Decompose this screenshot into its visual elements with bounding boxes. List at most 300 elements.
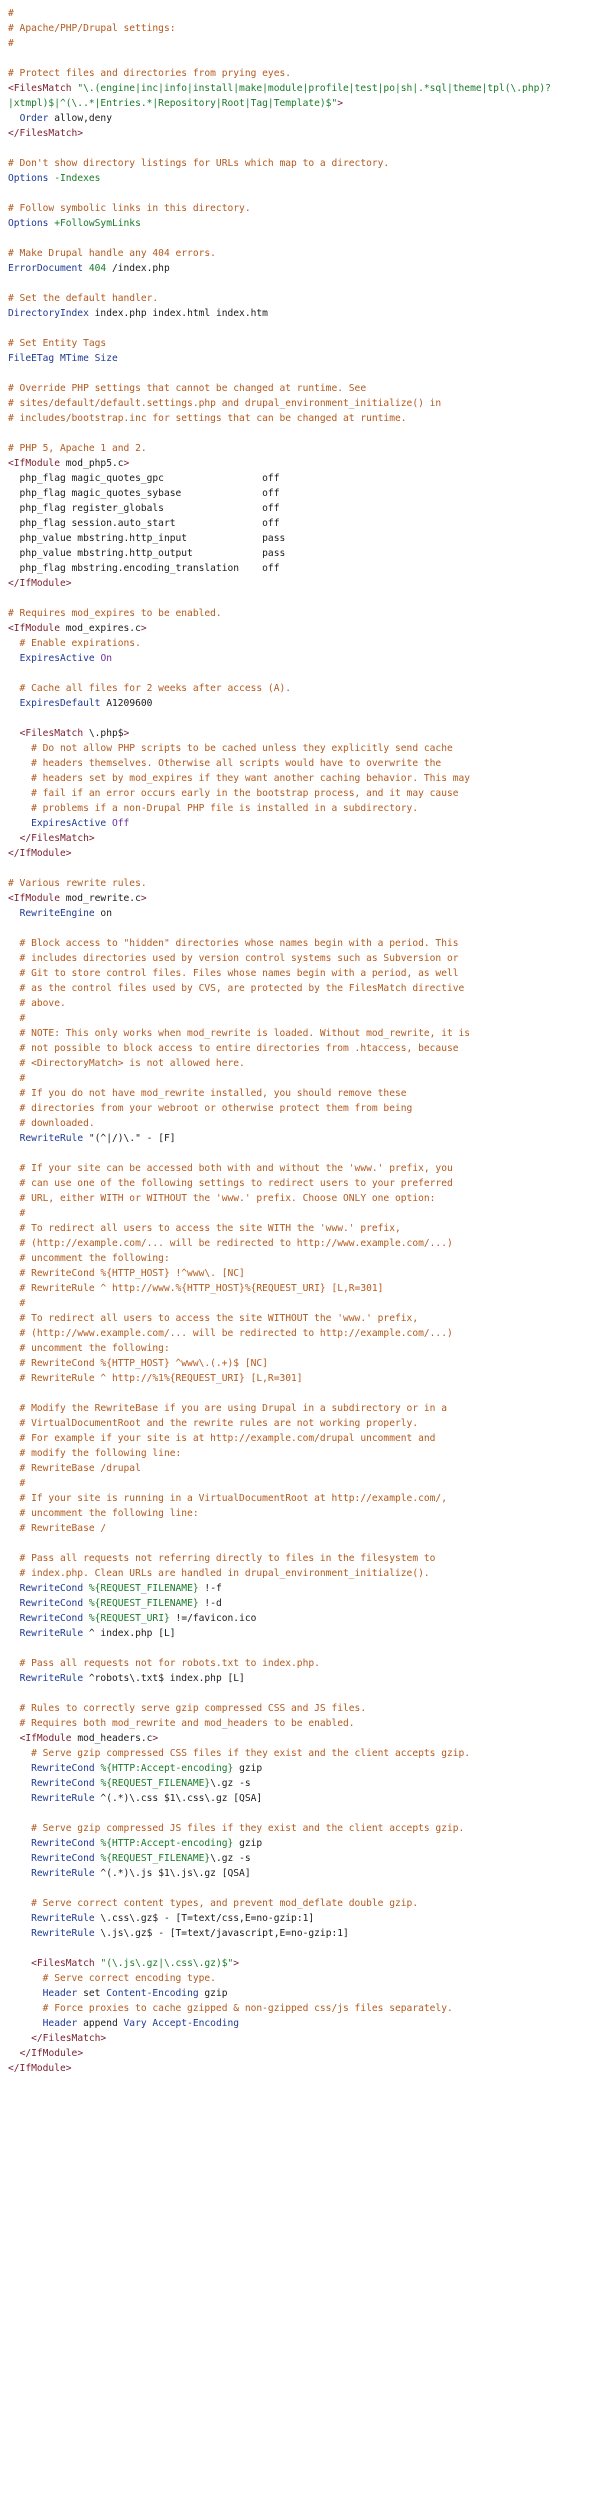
code-line (8, 1701, 592, 1716)
blank-line (8, 276, 592, 291)
text-token (8, 1628, 20, 1639)
code-line (8, 1176, 592, 1191)
text-token: ^robots\.txt$ index.php [L] (83, 1673, 245, 1684)
text-token: \.php$ (83, 728, 124, 739)
code-line (8, 1056, 592, 1071)
comment-token: # headers themselves. Otherwise all scripts would have to overwrite the (8, 758, 442, 769)
code-line (8, 1911, 592, 1926)
code-line (8, 1761, 592, 1776)
code-line (8, 1251, 592, 1266)
comment-token: # includes directories used by version control systems such as Subversion or (8, 953, 459, 964)
text-token: gzip (233, 1763, 263, 1774)
code-line (8, 936, 592, 951)
comment-token: # Protect files and directories from prying eyes. (8, 68, 292, 79)
text-token: A1209600 (100, 698, 153, 709)
code-line (8, 1086, 592, 1101)
comment-token: # To redirect all users to access the site WITHOUT the 'www.' prefix, (8, 1313, 419, 1324)
code-line (8, 96, 592, 111)
code-line (8, 1986, 592, 2001)
text-token (8, 1838, 31, 1849)
blank-line (8, 1641, 592, 1656)
blank-line (8, 366, 592, 381)
code-line (8, 1581, 592, 1596)
tag-token: </FilesMatch> (8, 128, 84, 139)
text-token (8, 1778, 31, 1789)
comment-token: # not possible to block access to entire directories from .htaccess, because (8, 1043, 459, 1054)
comment-token: # Force proxies to cache gzipped & non-gzipped css/js files separately. (8, 2003, 453, 2014)
code-line (8, 1791, 592, 1806)
text-token: allow,deny (48, 113, 112, 124)
tag-token: > (152, 1733, 159, 1744)
blank-line (8, 711, 592, 726)
text-token (8, 1733, 20, 1744)
text-token (8, 728, 20, 739)
comment-token: # index.php. Clean URLs are handled in drupal_environment_initialize(). (8, 1568, 430, 1579)
comment-token: # can use one of the following settings to redirect users to your preferred (8, 1178, 453, 1189)
directive-token: FileETag (8, 353, 55, 364)
code-line (8, 696, 592, 711)
text-token (8, 698, 20, 709)
code-line (8, 1011, 592, 1026)
code-line (8, 1356, 592, 1371)
comment-token: # If you do not have mod_rewrite installed, you should remove these (8, 1088, 407, 1099)
comment-token: # Modify the RewriteBase if you are using Drupal in a subdirectory or in a (8, 1403, 447, 1414)
tag-token: <IfModule (8, 893, 60, 904)
code-line (8, 396, 592, 411)
comment-token: # Do not allow PHP scripts to be cached unless they explicitly send cache (8, 743, 453, 754)
text-token: index.php index.html index.htm (88, 308, 268, 319)
code-line (8, 966, 592, 981)
text-token: !=/favicon.ico (169, 1613, 257, 1624)
code-line (8, 1236, 592, 1251)
code-line (8, 6, 592, 21)
code-line (8, 906, 592, 921)
number-token: 404 (88, 263, 107, 274)
text-token (8, 1133, 20, 1144)
code-line (8, 336, 592, 351)
blank-line (8, 921, 592, 936)
comment-token: # Pass all requests not referring directly to files in the filesystem to (8, 1553, 436, 1564)
text-token: \.css\.gz$ - [T=text/css,E=no-gzip:1] (94, 1913, 315, 1924)
text-token (8, 2018, 43, 2029)
comment-token: # RewriteCond %{HTTP_HOST} ^www\.(.+)$ [NC] (8, 1358, 268, 1369)
text-token (8, 1913, 31, 1924)
code-line (8, 831, 592, 846)
code-line (8, 1956, 592, 1971)
code-line (8, 1566, 592, 1581)
code-line (8, 606, 592, 621)
directive-token: RewriteCond (31, 1763, 95, 1774)
text-token: php_flag register_globals off (8, 503, 280, 514)
code-line (8, 681, 592, 696)
blank-line (8, 861, 592, 876)
comment-token: # includes/bootstrap.inc for settings that can be changed at runtime. (8, 413, 407, 424)
code-line (8, 126, 592, 141)
directive-token: RewriteCond (31, 1838, 95, 1849)
comment-token: # PHP 5, Apache 1 and 2. (8, 443, 147, 454)
directive-token: Header (42, 1988, 78, 1999)
code-line (8, 2001, 592, 2016)
blank-line (8, 666, 592, 681)
code-line (8, 156, 592, 171)
blank-line (8, 321, 592, 336)
code-line (8, 621, 592, 636)
code-line (8, 1416, 592, 1431)
code-line (8, 1116, 592, 1131)
directive-token: RewriteRule (19, 1628, 84, 1639)
code-line (8, 756, 592, 771)
text-token: php_flag magic_quotes_gpc off (8, 473, 280, 484)
code-line (8, 516, 592, 531)
directive-token: ExpiresActive (31, 818, 107, 829)
comment-token: # For example if your site is at http://example.com/drupal uncomment and (8, 1433, 436, 1444)
code-line (8, 261, 592, 276)
directive-token: ExpiresDefault (19, 698, 101, 709)
text-token: set (77, 1988, 107, 1999)
comment-token: # Requires both mod_rewrite and mod_headers to be enabled. (8, 1718, 355, 1729)
code-line (8, 891, 592, 906)
directive-token: Options (8, 218, 49, 229)
tag-token: > (140, 893, 147, 904)
code-line (8, 846, 592, 861)
text-token (8, 1598, 20, 1609)
tag-token: > (337, 98, 344, 109)
value-token: "(\.js\.gz|\.css\.gz)$" (100, 1958, 234, 1969)
tag-token: > (123, 458, 130, 469)
comment-token: # RewriteRule ^ http://www.%{HTTP_HOST}%{REQUEST_URI} [L,R=301] (8, 1283, 384, 1294)
value-token: %{REQUEST_URI} (88, 1613, 170, 1624)
code-line (8, 1446, 592, 1461)
code-line (8, 471, 592, 486)
code-line (8, 996, 592, 1011)
code-line (8, 1326, 592, 1341)
comment-token: # problems if a non-Drupal PHP file is installed in a subdirectory. (8, 803, 419, 814)
code-line (8, 21, 592, 36)
text-token: "(^|/)\." - [F] (83, 1133, 176, 1144)
comment-token: # (8, 1013, 26, 1024)
text-token: on (94, 908, 112, 919)
comment-token: # Set Entity Tags (8, 338, 107, 349)
text-token: gzip (233, 1838, 263, 1849)
comment-token: # (8, 1208, 26, 1219)
directive-token: MTime Size (60, 353, 118, 364)
text-token: php_flag session.auto_start off (8, 518, 280, 529)
directive-token: RewriteEngine (19, 908, 95, 919)
text-token (8, 1928, 31, 1939)
directive-token: Content-Encoding (106, 1988, 199, 1999)
tag-token: > (123, 728, 130, 739)
tag-token: </IfModule> (8, 848, 72, 859)
code-line (8, 1431, 592, 1446)
code-line (8, 1821, 592, 1836)
code-line (8, 1596, 592, 1611)
comment-token: # sites/default/default.settings.php and drupal_environment_initialize() in (8, 398, 442, 409)
code-line (8, 1491, 592, 1506)
directive-token: RewriteCond (19, 1598, 84, 1609)
code-line (8, 1131, 592, 1146)
code-line (8, 1731, 592, 1746)
directive-token: RewriteRule (31, 1793, 95, 1804)
blank-line (8, 1881, 592, 1896)
directive-token: Vary Accept-Encoding (123, 2018, 240, 2029)
code-line (8, 1776, 592, 1791)
text-token (8, 1868, 31, 1879)
comment-token: # Block access to "hidden" directories whose names begin with a period. This (8, 938, 459, 949)
code-line (8, 1341, 592, 1356)
code-line (8, 531, 592, 546)
code-line (8, 576, 592, 591)
code-line (8, 1896, 592, 1911)
text-token (8, 2048, 20, 2059)
text-token: php_value mbstring.http_input pass (8, 533, 286, 544)
comment-token: # Cache all files for 2 weeks after access (A). (8, 683, 292, 694)
code-line (8, 636, 592, 651)
comment-token: # Various rewrite rules. (8, 878, 147, 889)
code-line (8, 1836, 592, 1851)
code-line (8, 1221, 592, 1236)
comment-token: # above. (8, 998, 66, 1009)
code-line (8, 1371, 592, 1386)
code-line (8, 1926, 592, 1941)
value-token: +FollowSymLinks (54, 218, 141, 229)
code-line (8, 1656, 592, 1671)
comment-token: # Git to store control files. Files whose names begin with a period, as well (8, 968, 459, 979)
code-line (8, 2046, 592, 2061)
text-token (8, 818, 31, 829)
text-token: \.js\.gz$ - [T=text/javascript,E=no-gzip:1] (94, 1928, 349, 1939)
comment-token: # Serve gzip compressed CSS files if they exist and the client accepts gzip. (8, 1748, 471, 1759)
directive-token: ExpiresActive (19, 653, 95, 664)
tag-token: </IfModule> (8, 578, 72, 589)
code-line (8, 486, 592, 501)
code-line (8, 546, 592, 561)
code-line (8, 291, 592, 306)
directive-token: RewriteRule (31, 1928, 95, 1939)
blank-line (8, 1806, 592, 1821)
comment-token: # fail if an error occurs early in the bootstrap process, and it may cause (8, 788, 459, 799)
text-token: ^(.*)\.css $1\.css\.gz [QSA] (94, 1793, 263, 1804)
code-line (8, 1461, 592, 1476)
code-line (8, 216, 592, 231)
code-line (8, 2031, 592, 2046)
code-line (8, 1206, 592, 1221)
text-token: php_value mbstring.http_output pass (8, 548, 286, 559)
value-token: %{REQUEST_FILENAME} (88, 1598, 199, 1609)
blank-line (8, 1146, 592, 1161)
code-line (8, 171, 592, 186)
comment-token: # modify the following line: (8, 1448, 182, 1459)
blank-line (8, 1941, 592, 1956)
directive-token: RewriteCond (19, 1613, 84, 1624)
text-token (8, 1673, 20, 1684)
tag-token: <IfModule (8, 623, 60, 634)
code-line (8, 1866, 592, 1881)
text-token (8, 1988, 43, 1999)
text-token: php_flag magic_quotes_sybase off (8, 488, 280, 499)
text-token: \.gz -s (210, 1778, 251, 1789)
text-token: mod_expires.c (59, 623, 141, 634)
blank-line (8, 141, 592, 156)
code-line (8, 66, 592, 81)
value-token: %{REQUEST_FILENAME} (88, 1583, 199, 1594)
directive-token: Order (19, 113, 49, 124)
tag-token: <FilesMatch (8, 83, 78, 94)
code-line (8, 2016, 592, 2031)
code-line (8, 1506, 592, 1521)
text-token (8, 653, 20, 664)
code-line (8, 501, 592, 516)
code-line (8, 561, 592, 576)
comment-token: # To redirect all users to access the site WITH the 'www.' prefix, (8, 1223, 401, 1234)
comment-token: # RewriteBase /drupal (8, 1463, 141, 1474)
tag-token: <IfModule (19, 1733, 72, 1744)
text-token (8, 1793, 31, 1804)
code-line (8, 1716, 592, 1731)
code-line (8, 201, 592, 216)
comment-token: # If your site can be accessed both with and without the 'www.' prefix, you (8, 1163, 453, 1174)
comment-token: # uncomment the following: (8, 1253, 170, 1264)
code-line (8, 1161, 592, 1176)
text-token (8, 2033, 31, 2044)
comment-token: # If your site is running in a VirtualDocumentRoot at http://example.com/, (8, 1493, 447, 1504)
code-line (8, 411, 592, 426)
code-line (8, 816, 592, 831)
code-line (8, 651, 592, 666)
code-line (8, 1311, 592, 1326)
blank-line (8, 426, 592, 441)
value-token: %{HTTP:Accept-encoding} (100, 1763, 234, 1774)
comment-token: # Follow symbolic links in this directory. (8, 203, 251, 214)
comment-token: # Override PHP settings that cannot be changed at runtime. See (8, 383, 367, 394)
blank-line (8, 51, 592, 66)
code-line (8, 2061, 592, 2076)
code-line (8, 456, 592, 471)
comment-token: # Serve correct content types, and prevent mod_deflate double gzip. (8, 1898, 419, 1909)
code-line (8, 1626, 592, 1641)
text-token: !-d (198, 1598, 222, 1609)
directive-token: RewriteCond (19, 1583, 84, 1594)
code-line (8, 1281, 592, 1296)
code-line (8, 381, 592, 396)
value-token: %{REQUEST_FILENAME} (100, 1778, 211, 1789)
comment-token: # downloaded. (8, 1118, 95, 1129)
code-line (8, 1476, 592, 1491)
code-line (8, 246, 592, 261)
comment-token: # NOTE: This only works when mod_rewrite is loaded. Without mod_rewrite, it is (8, 1028, 471, 1039)
comment-token: # Pass all requests not for robots.txt to index.php. (8, 1658, 320, 1669)
directive-token: RewriteRule (31, 1868, 95, 1879)
text-token: mod_php5.c (59, 458, 124, 469)
blank-line (8, 1536, 592, 1551)
tag-token: <FilesMatch (19, 728, 84, 739)
tag-token: <IfModule (8, 458, 60, 469)
code-line (8, 1041, 592, 1056)
directive-token: ErrorDocument (8, 263, 84, 274)
text-token (8, 1853, 31, 1864)
directive-token: DirectoryIndex (8, 308, 89, 319)
tag-token: </IfModule> (8, 2063, 72, 2074)
tag-token: </IfModule> (19, 2048, 84, 2059)
comment-token: # (8, 1073, 26, 1084)
comment-token: # as the control files used by CVS, are protected by the FilesMatch directive (8, 983, 465, 994)
comment-token: # RewriteBase / (8, 1523, 107, 1534)
blank-line (8, 1386, 592, 1401)
blank-line (8, 1686, 592, 1701)
text-token: mod_rewrite.c (59, 893, 141, 904)
keyword-token: On (100, 653, 112, 664)
text-token: append (77, 2018, 124, 2029)
comment-token: # (8, 8, 14, 19)
text-token (8, 1613, 20, 1624)
code-line (8, 1611, 592, 1626)
code-line (8, 36, 592, 51)
tag-token: > (140, 623, 147, 634)
code-line (8, 1191, 592, 1206)
code-line (8, 801, 592, 816)
code-line (8, 1551, 592, 1566)
code-line (8, 786, 592, 801)
comment-token: # VirtualDocumentRoot and the rewrite rules are not working properly. (8, 1418, 419, 1429)
blank-line (8, 186, 592, 201)
code-line (8, 306, 592, 321)
comment-token: # (8, 38, 14, 49)
value-token: %{HTTP:Accept-encoding} (100, 1838, 234, 1849)
comment-token: # (http://example.com/... will be redirected to http://www.example.com/...) (8, 1238, 453, 1249)
directive-token: RewriteCond (31, 1778, 95, 1789)
text-token (8, 908, 20, 919)
comment-token: # Don't show directory listings for URLs which map to a directory. (8, 158, 390, 169)
directive-token: RewriteRule (19, 1673, 84, 1684)
tag-token: </FilesMatch> (19, 833, 95, 844)
code-line (8, 981, 592, 996)
code-line (8, 1266, 592, 1281)
code-line (8, 81, 592, 96)
code-line (8, 951, 592, 966)
comment-token: # (8, 1478, 26, 1489)
text-token: /index.php (106, 263, 170, 274)
code-line (8, 351, 592, 366)
code-line (8, 1671, 592, 1686)
code-line (8, 1296, 592, 1311)
text-token (8, 1958, 31, 1969)
comment-token: # URL, either WITH or WITHOUT the 'www.' prefix. Choose ONLY one option: (8, 1193, 436, 1204)
text-token (8, 1763, 31, 1774)
code-line (8, 726, 592, 741)
text-token: !-f (198, 1583, 222, 1594)
comment-token: # Make Drupal handle any 404 errors. (8, 248, 216, 259)
code-line (8, 1401, 592, 1416)
code-line (8, 741, 592, 756)
text-token (8, 833, 20, 844)
text-token: mod_headers.c (71, 1733, 153, 1744)
comment-token: # RewriteCond %{HTTP_HOST} !^www\. [NC] (8, 1268, 245, 1279)
value-token: "\.(engine|inc|info|install|make|module|profile|test|po|sh|.*sql|theme|tpl(\.php)? (77, 83, 551, 94)
directive-token: Header (42, 2018, 78, 2029)
comment-token: # (8, 1298, 26, 1309)
comment-token: # <DirectoryMatch> is not allowed here. (8, 1058, 245, 1069)
text-token (8, 113, 20, 124)
comment-token: # Set the default handler. (8, 293, 159, 304)
code-line (8, 1971, 592, 1986)
directive-token: RewriteRule (31, 1913, 95, 1924)
comment-token: # Serve gzip compressed JS files if they exist and the client accepts gzip. (8, 1823, 465, 1834)
code-line (8, 771, 592, 786)
comment-token: # Requires mod_expires to be enabled. (8, 608, 222, 619)
text-token: gzip (198, 1988, 228, 1999)
value-token: %{REQUEST_FILENAME} (100, 1853, 211, 1864)
comment-token: # Rules to correctly serve gzip compressed CSS and JS files. (8, 1703, 367, 1714)
comment-token: # uncomment the following: (8, 1343, 170, 1354)
